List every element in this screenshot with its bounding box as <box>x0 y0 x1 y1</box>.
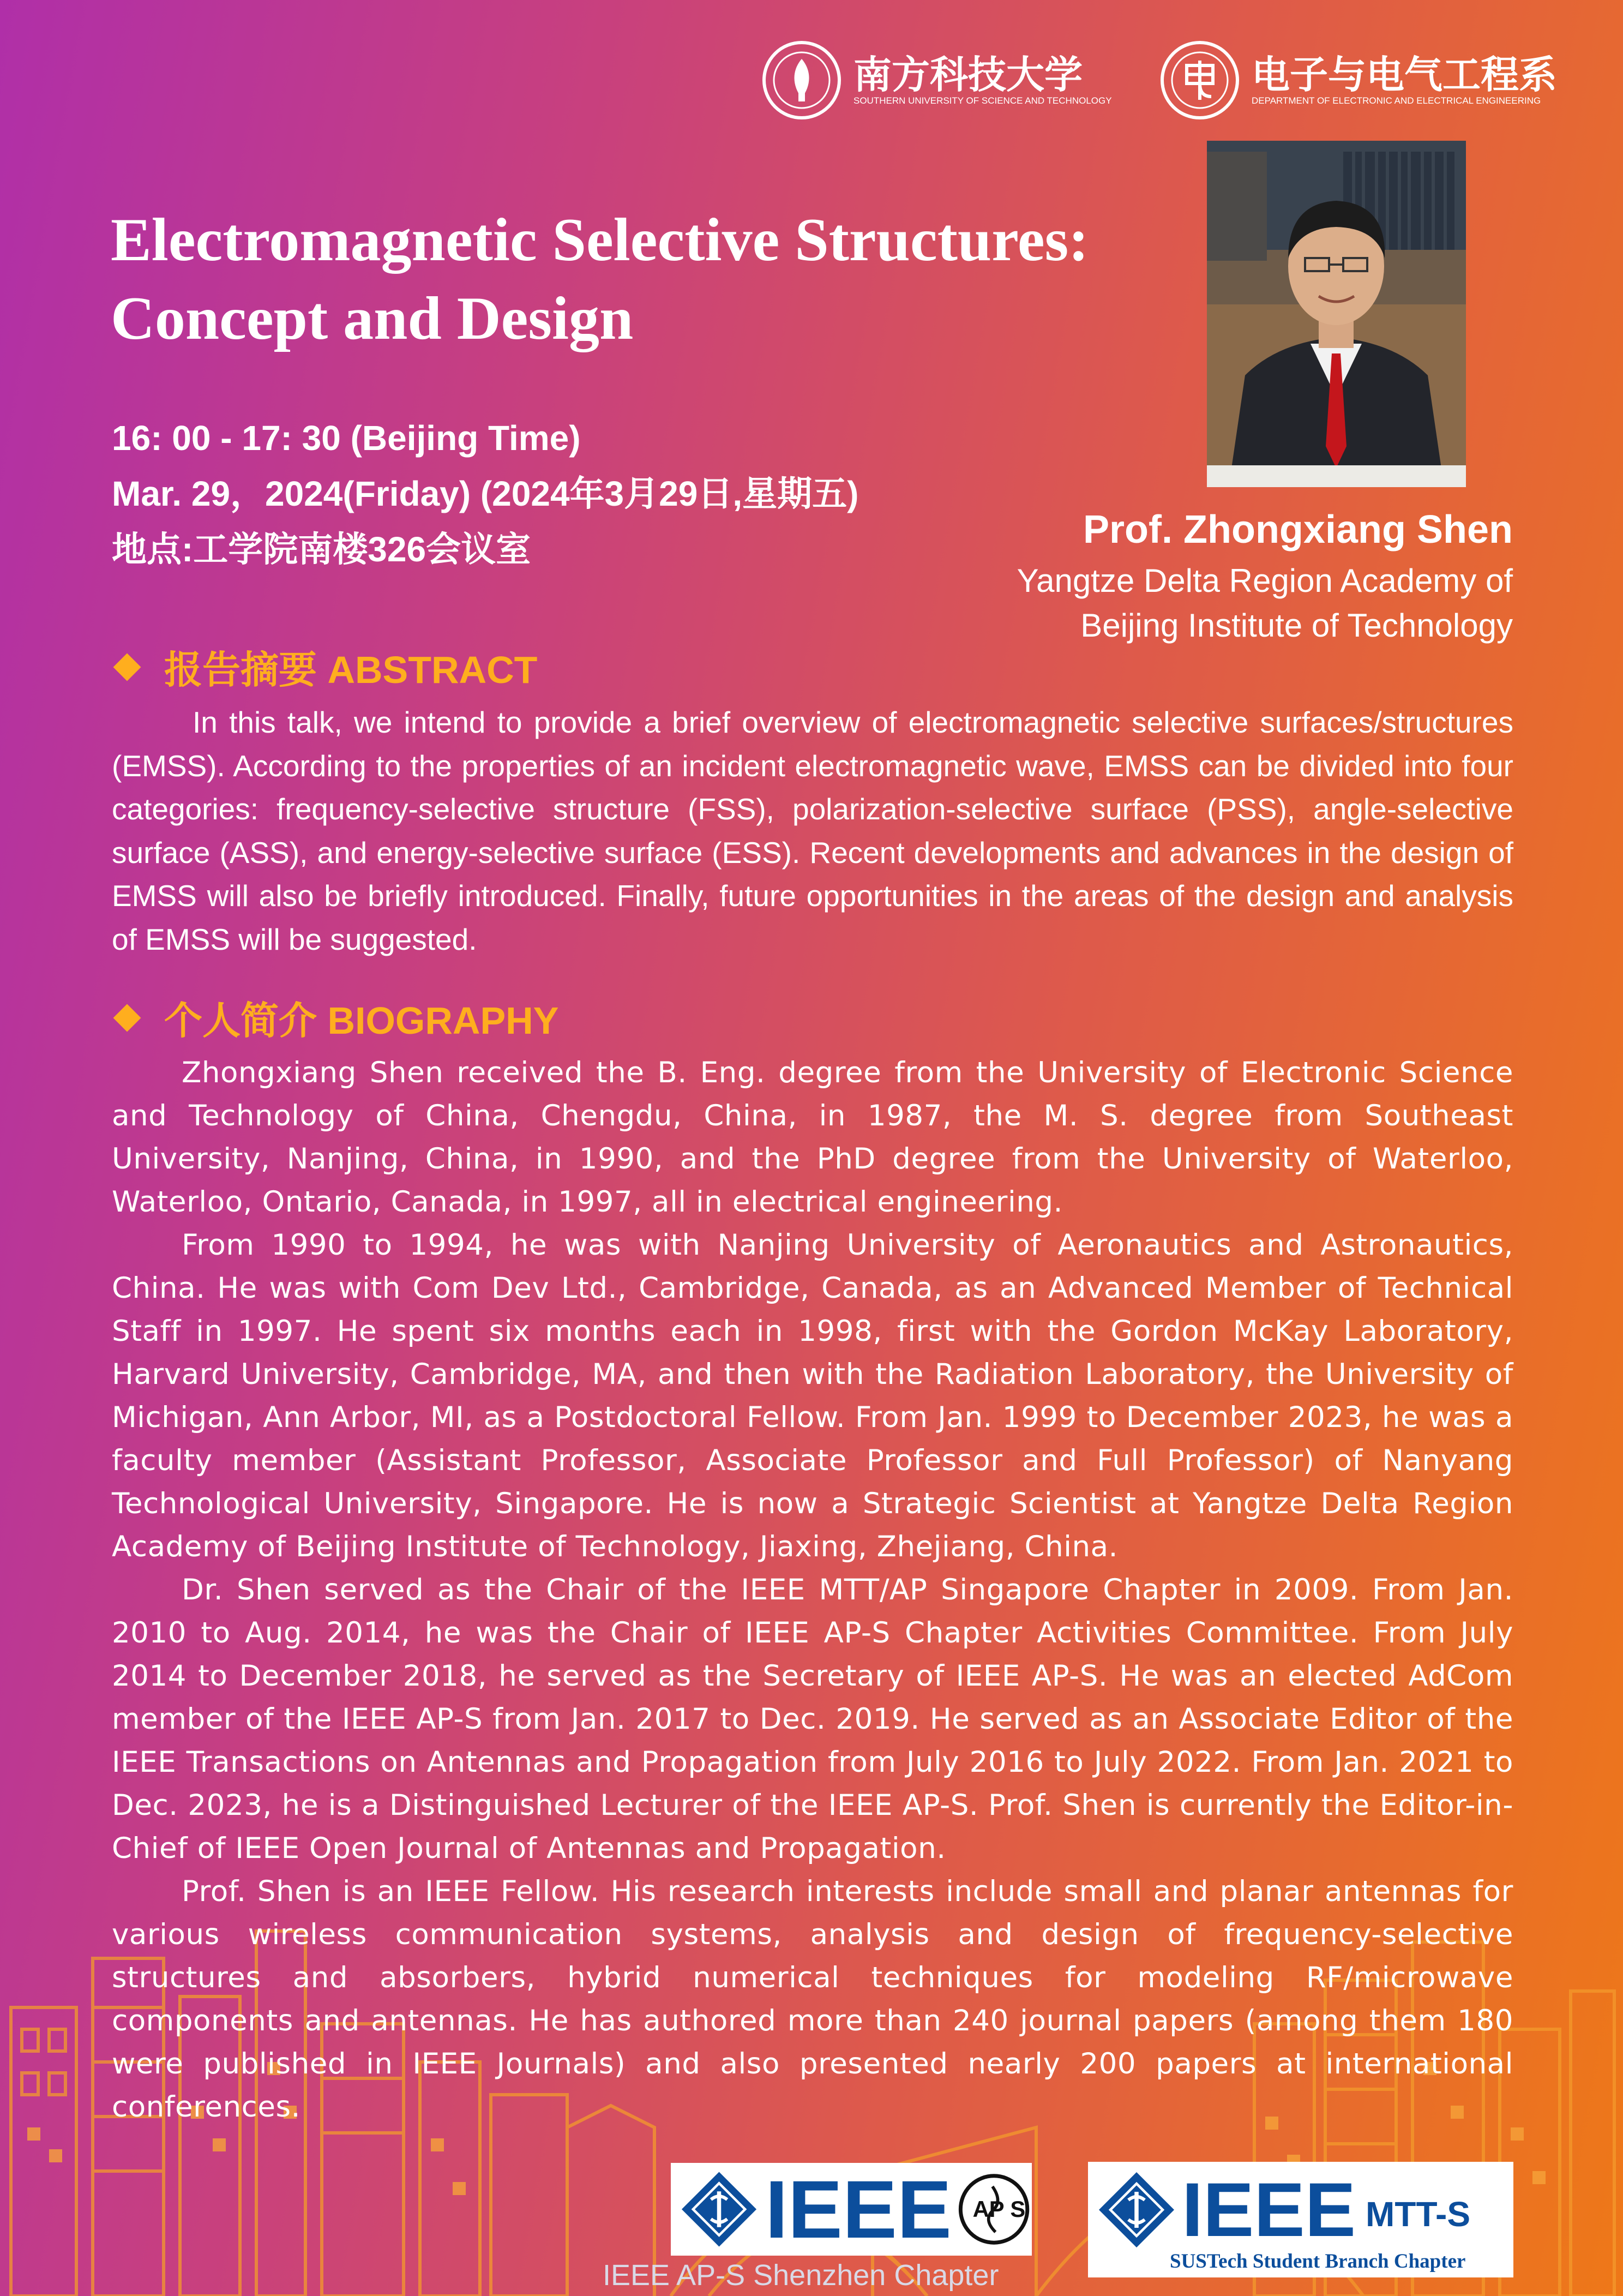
talk-details <box>112 410 858 577</box>
talk-title <box>111 201 1180 358</box>
talk-date: Mar. 29，2024(Friday) (2024年3月29日,星期五) <box>112 474 859 513</box>
biography-paragraph: Dr. Shen served as the Chair of the IEEE MTT/AP Singapore Chapter in 2009. From Jan. 2010 to Aug. 2014, he was the Chair of IEEE AP-S Chapter Activities Committee. From July 2014 to December 2018, he served as the Secretary of IEEE AP-S. He was an elected AdCom member of the IEEE AP-S from Jan. 2017 to Dec. 2019. He served as an Associate Editor of the IEEE Transactions on Antennas and Propagation from July 2016 to July 2022. From Jan. 2021 to Dec. 2023, he is a Distinguished Lecturer of the IEEE AP-S. Prof. Shen is currently the Editor-in-Chief of IEEE Open Journal of Antennas and Propagation. <box>112 1573 1513 1865</box>
biography-heading <box>112 990 558 1045</box>
ieee-aps-logo <box>671 2163 1032 2256</box>
biography-paragraph: From 1990 to 1994, he was with Nanjing University of Aeronautics and Astronautics, China. He was with Com Dev Ltd., Cambridge, Canada, as an Advanced Member of Technical Staff in 1997. He spent six months each in 1998, first with the Gordon McKay Laboratory, Harvard University, Cambridge, MA, and then with the Radiation Laboratory, the University of Michigan, Ann Arbor, MI, as a Postdoctoral Fellow. From Jan. 1999 to December 2023, he was a faculty member (Assistant Professor, Associate Professor and Full Professor) of Nanyang Technological University, Singapore. He is now a Strategic Scientist at Yangtze Delta Region Academy of Beijing Institute of Technology, Jiaxing, Zhejiang, China. <box>112 1228 1513 1563</box>
talk-time: 16: 00 - 17: 30 (Beijing Time) <box>112 418 581 458</box>
speaker-info <box>967 501 1513 648</box>
ieee-aps-wordmark: IEEE <box>765 2163 952 2255</box>
talk-title-line-1: Electromagnetic Selective Structures: <box>111 206 1089 274</box>
ieee-diamond-icon <box>678 2168 760 2250</box>
diamond-bullet-icon <box>113 653 141 681</box>
biography-paragraph: Zhongxiang Shen received the B. Eng. degree from the University of Electronic Science and Technology of China, Chengdu, China, in 1987, the M. S. degree from Southeast University, Nanjing, China, in 1990, and the PhD degree from the University of Waterloo, Waterloo, Ontario, Canada, in 1997, all in electrical engineering. <box>112 1056 1513 1219</box>
speaker-photo <box>1207 141 1466 487</box>
biography-text <box>112 1051 1513 2129</box>
eee-seal-icon <box>1159 39 1241 121</box>
biography-heading-text: 个人简介 BIOGRAPHY <box>164 999 559 1042</box>
biography-paragraph: Prof. Shen is an IEEE Fellow. His research interests include small and planar antennas for various wireless communication systems, analysis and design of frequency-selective structures and absorbers, hybrid numerical techniques for modeling RF/microwave components and antennas. He has authored more than 240 journal papers (among them 180 were published in IEEE Journals) and also presented nearly 200 papers at international conferences. <box>112 1875 1513 2124</box>
abstract-text: In this talk, we intend to provide a brief overview of electromagnetic selective surfaces/structures (EMSS). According to the properties of an incident electromagnetic wave, EMSS can be divided into four categories: frequency-selective structure (FSS), polarization-selective surface (PSS), angle-selective surface (ASS), and energy-selective surface (ESS). Recent developments and advances in the design of EMSS will also be briefly introduced. Finally, future opportunities in the areas of the design and analysis of EMSS will be suggested. <box>112 705 1513 956</box>
mtt-branch-label: SUSTech Student Branch Chapter <box>1170 2250 1466 2273</box>
ieee-mtt-s-logo <box>1088 2162 1513 2277</box>
abstract-heading-text: 报告摘要 ABSTRACT <box>164 649 538 691</box>
sustech-seal-icon <box>761 39 843 121</box>
diamond-bullet-icon <box>113 1004 141 1032</box>
mtt-s-label: MTT-S <box>1366 2195 1471 2234</box>
sustech-logo-english-name: SOUTHERN UNIVERSITY OF SCIENCE AND TECHNOLOGY <box>853 95 1112 106</box>
eee-department-logo <box>1159 39 1557 121</box>
talk-venue: 地点:工学院南楼326会议室 <box>112 530 531 569</box>
ieee-mtt-wordmark: IEEE <box>1182 2167 1356 2252</box>
eee-logo-english-name: DEPARTMENT OF ELECTRONIC AND ELECTRICAL ENGINEERING <box>1252 95 1541 106</box>
talk-title-line-2: Concept and Design <box>111 285 634 352</box>
sustech-logo-chinese-name: 南方科技大学 <box>853 52 1083 98</box>
ieee-diamond-icon <box>1096 2169 1177 2251</box>
aps-society-badge-icon <box>956 2171 1032 2247</box>
speaker-affiliation: Yangtze Delta Region Academy of Beijing Institute of Technology <box>1017 562 1513 644</box>
abstract-heading <box>112 639 537 694</box>
sustech-logo <box>761 39 1112 121</box>
speaker-name: Prof. Zhongxiang Shen <box>1083 508 1513 551</box>
aps-badge-text: AP S <box>972 2196 1026 2222</box>
eee-logo-chinese-name: 电子与电气工程系 <box>1252 52 1557 98</box>
chapter-label: IEEE AP-S Shenzhen Chapter <box>603 2259 999 2292</box>
